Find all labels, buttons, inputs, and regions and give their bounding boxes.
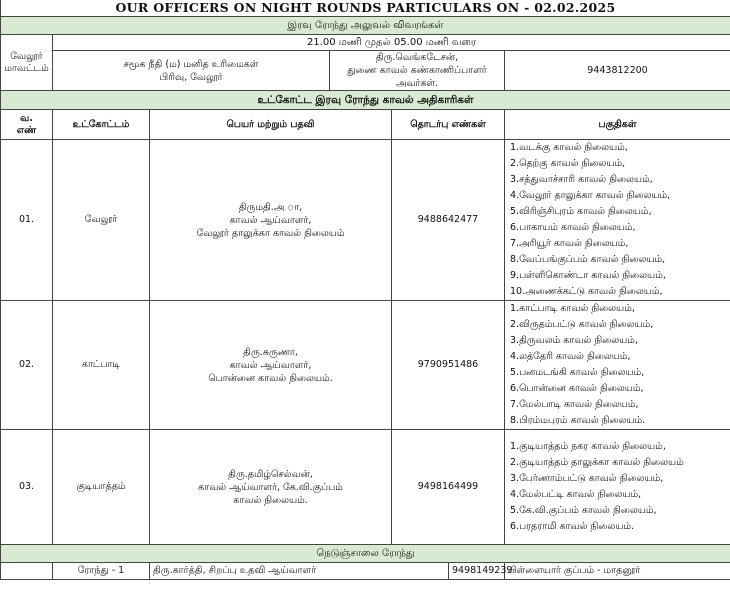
area-item: 7.அரியூர் காவல் நிலையம், (510, 238, 629, 249)
area-item: 7.மேல்பாடி காவல் நிலையம், (510, 399, 639, 410)
row-officer (150, 430, 392, 545)
area-item: 2.தெற்கு காவல் நிலையம், (510, 158, 626, 169)
district-unit-cell (53, 51, 330, 91)
area-item: 1.வடக்கு காவல் நிலையம், (510, 142, 628, 153)
row-areas (505, 140, 730, 301)
row-serial: 02. (1, 301, 53, 430)
row-officer-line: பொன்னை காவல் நிலையம். (208, 372, 333, 384)
area-item: 3.சத்துவாச்சாரி காவல் நிலையம், (510, 174, 653, 185)
row-phone: 9498164499 (392, 430, 505, 545)
area-item: 5.கே.வி.குப்பம் காவல் நிலையம், (510, 505, 657, 516)
row-officer-line: காவல் ஆய்வாளர், (229, 214, 312, 226)
area-item: 3.திருவலம் காவல் நிலையம், (510, 335, 638, 346)
row-officer-line: காவல் ஆய்வாளர், கே.வி.குப்பம் (198, 481, 343, 493)
district-officer-line: துணை காவல் கண்காணிப்பாளர் (347, 65, 487, 76)
row-subdivision: வேலூர் (53, 140, 150, 301)
area-item: 6.பாகாயம் காவல் நிலையம், (510, 222, 636, 233)
table-row (1, 301, 730, 430)
row-officer-line: காவல் நிலையம். (233, 494, 308, 506)
area-item: 8.வேப்பங்குப்பம் காவல் நிலையம், (510, 254, 666, 265)
district-name-line2: மாவட்டம் (4, 62, 49, 74)
highway-phone: 9498149239 (449, 563, 505, 580)
area-item: 1.குடியாத்தம் நகர காவல் நிலையம், (510, 441, 666, 452)
district-unit-line: சமூக நீதி (ம) மனித உரிமைகள் (123, 58, 259, 70)
highway-officer: திரு.கார்த்தி, சிறப்பு உதவி ஆய்வாளர் (150, 563, 449, 580)
area-item: 4.மேல்பட்டி காவல் நிலையம், (510, 489, 642, 500)
row-officer-line: காவல் ஆய்வாளர், (229, 359, 312, 371)
area-item: 8.பிரம்மபுரம் காவல் நிலையம். (510, 415, 646, 426)
row-subdivision: காட்பாடி (53, 301, 150, 430)
row-serial: 01. (1, 140, 53, 301)
column-header-areas: பகுதிகள் (505, 110, 730, 140)
row-serial: 03. (1, 430, 53, 545)
highway-unit: ரோந்து - 1 (53, 563, 150, 580)
area-item: 2.விருதம்பட்டு காவல் நிலையம், (510, 319, 654, 330)
area-item: 4.வேலூர் தாலுக்கா காவல் நிலையம், (510, 190, 671, 201)
row-phone: 9790951486 (392, 301, 505, 430)
row-officer-line: வேலூர் தாலுக்கா காவல் நிலையம் (196, 227, 345, 239)
district-officer-line: அவர்கள். (395, 78, 439, 89)
night-rounds-heading: இரவு ரோந்து அலுவல் விவரங்கள் (1, 17, 730, 35)
area-item: 4.லத்தேரி காவல் நிலையம், (510, 351, 631, 362)
area-item: 3.பேர்ணாம்பட்டு காவல் நிலையம், (510, 473, 664, 484)
row-officer-line: திரு.தமிழ்செல்வன், (228, 468, 313, 480)
district-officer-line: திரு.வெங்கடேசன், (375, 52, 459, 63)
column-header-serial (1, 110, 53, 140)
column-header-serial-line: வ. (20, 112, 33, 124)
column-header-contact: தொடர்பு எண்கள் (392, 110, 505, 140)
area-item: 5.பனமடங்கி காவல் நிலையம், (510, 367, 645, 378)
area-item: 1.காட்பாடி காவல் நிலையம், (510, 303, 635, 314)
column-header-serial-line: எண் (16, 124, 37, 136)
highway-heading: நெடுஞ்சாலை ரோந்து (1, 545, 730, 563)
table-row (1, 430, 730, 545)
column-header-subdivision: உட்கோட்டம் (53, 110, 150, 140)
area-item: 6.பொன்னை காவல் நிலையம், (510, 383, 644, 394)
row-areas (505, 301, 730, 430)
district-phone: 9443812200 (505, 51, 730, 91)
highway-area: பிள்ளையார் குப்பம் - மாதனூர் (505, 563, 730, 580)
area-item: 9.பள்ளிகொண்டா காவல் நிலையம், (510, 270, 666, 281)
row-officer-line: திருமதி.அ.ா, (238, 201, 303, 213)
area-item: 5.விரிஞ்சிபுரம் காவல் நிலையம், (510, 206, 652, 217)
row-officer (150, 301, 392, 430)
row-phone: 9488642477 (392, 140, 505, 301)
area-item: 2.குடியாத்தம் தாலுக்கா காவல் நிலையம் (510, 457, 684, 468)
time-range: 21.00 மணி முதல் 05.00 மணி வரை (53, 35, 730, 51)
column-header-name-rank: பெயர் மற்றும் பதவி (150, 110, 392, 140)
row-officer (150, 140, 392, 301)
table-row (1, 140, 730, 301)
row-areas (505, 430, 730, 545)
row-officer-line: திரு.சுருணா, (243, 346, 298, 358)
district-cell (1, 35, 53, 91)
subdivision-heading: உட்கோட்ட இரவு ரோந்து காவல் அதிகாரிகள் (1, 91, 730, 110)
district-name-line1: வேலூர் (10, 50, 43, 62)
district-officer-cell (330, 51, 505, 91)
column-header-row (1, 110, 730, 140)
page-title: OUR OFFICERS ON NIGHT ROUNDS PARTICULARS ON - 02.02.2025 (1, 0, 730, 17)
row-subdivision: குடியாத்தம் (53, 430, 150, 545)
area-item: 10.அணைக்கட்டு காவல் நிலையம், (510, 286, 663, 297)
highway-row (1, 563, 730, 580)
area-item: 6.பரதராமி காவல் நிலையம். (510, 521, 635, 532)
district-unit-line: பிரிவு, வேலூர் (159, 71, 223, 83)
